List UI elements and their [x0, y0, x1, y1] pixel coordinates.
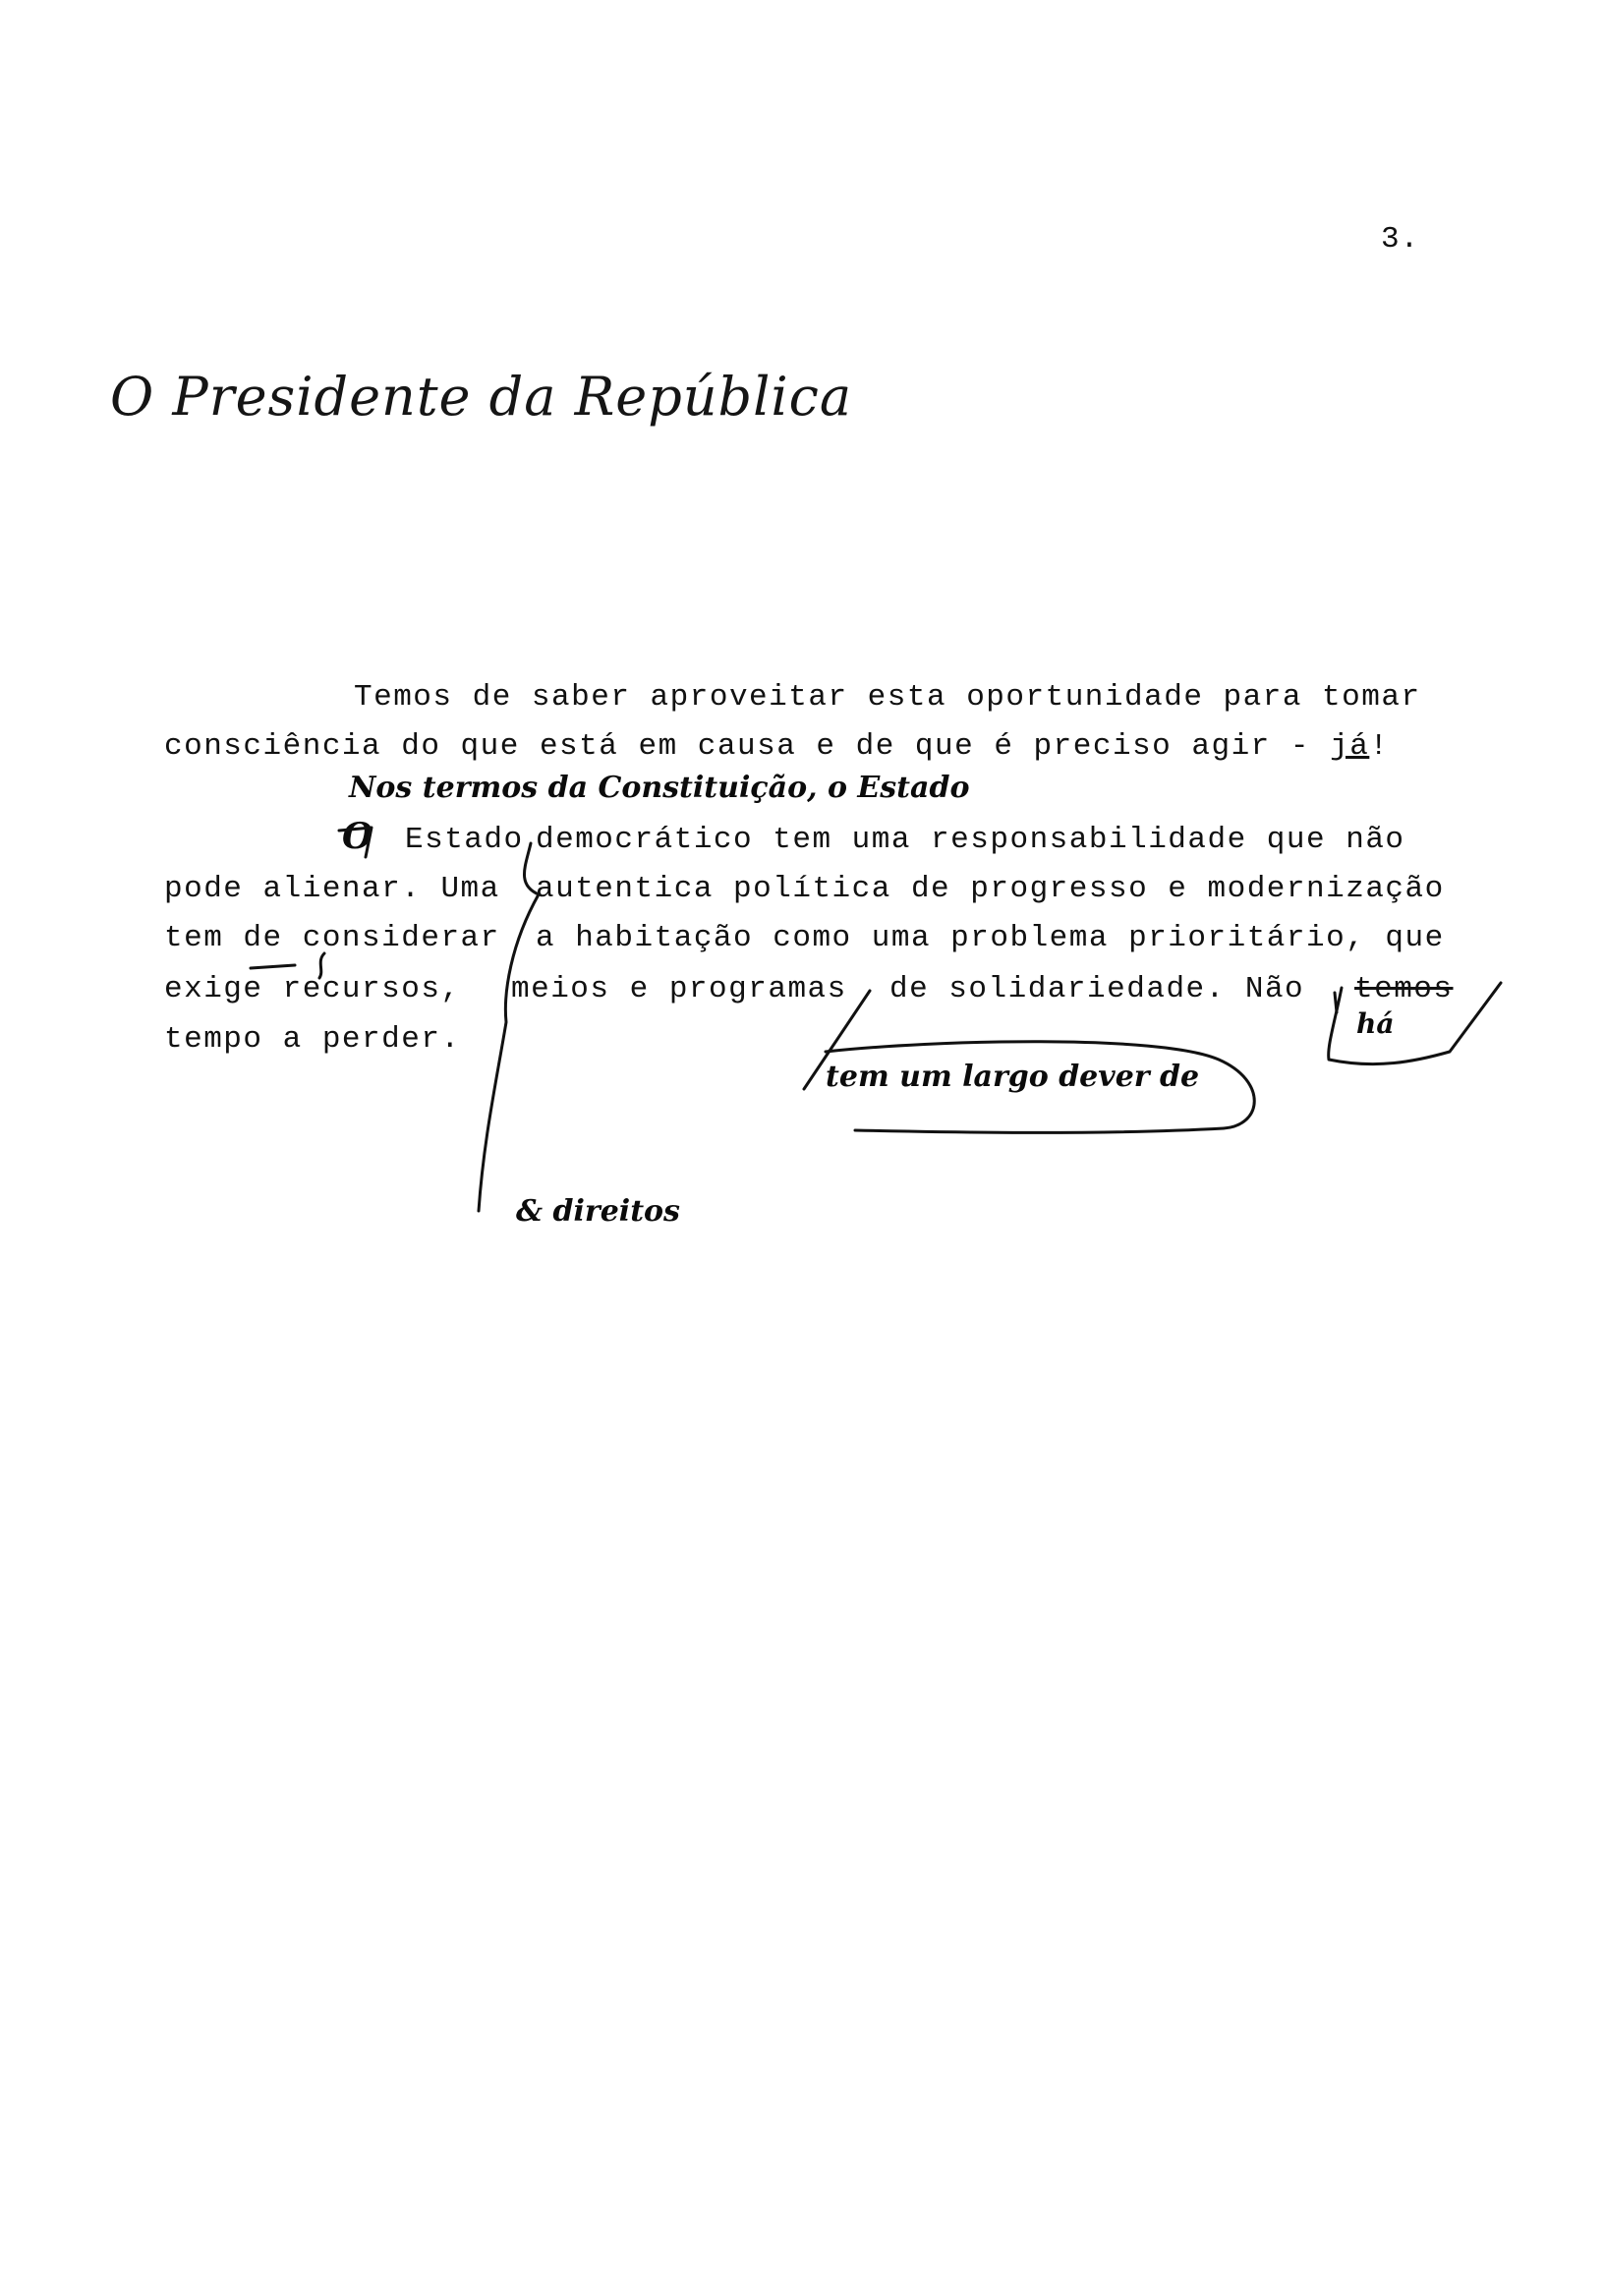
ha-bracket [1329, 983, 1501, 1064]
paragraph-2-line-4-middle: meios e programas [511, 972, 847, 1006]
paragraph-2-line-2-start: pode alienar. Uma [164, 872, 500, 906]
vertical-insertion-line [479, 843, 539, 1211]
page-number: 3. [1381, 222, 1420, 257]
letterhead: O Presidente da República [110, 366, 853, 428]
paragraph-1-line-1: Temos de saber aproveitar esta oportunidade para tomar [354, 680, 1421, 715]
handwritten-article-correction: O [342, 816, 373, 857]
paragraph-2-line-4-start: exige recursos, [164, 972, 461, 1006]
underlined-word: já [1330, 729, 1370, 764]
paragraph-2-line-3-start: tem de considerar [164, 921, 500, 955]
handwritten-insertion-top: Nos termos da Constituição, o Estado [349, 771, 970, 805]
handwritten-insertion-middle: tem um largo dever de [826, 1060, 1200, 1094]
exclamation: ! [1369, 729, 1390, 764]
programas-insertion-slash [804, 991, 870, 1089]
nao-caret [1335, 993, 1337, 1012]
paragraph-2-line-3-end: a habitação como uma problema prioritário, que [536, 921, 1445, 955]
paragraph-2-line-1-start: Estado [405, 823, 524, 857]
handwritten-insertion-bottom: & direitos [516, 1194, 680, 1229]
paragraph-2-line-5: tempo a perder. [164, 1022, 461, 1057]
de-underline [251, 965, 295, 968]
handwritten-ha: há [1356, 1007, 1395, 1040]
paragraph-2-line-4-end: de solidariedade. Não [889, 972, 1305, 1006]
p1-line-2-text: consciência do que está em causa e de que é preciso agir - [164, 729, 1331, 764]
middle-insertion-loop [826, 1042, 1254, 1133]
considerar-hook [319, 953, 324, 978]
article-strike-mark [339, 828, 372, 857]
paragraph-2-line-1-end: democrático tem uma responsabilidade que não [536, 823, 1405, 857]
struck-word: temos [1354, 972, 1454, 1006]
paragraph-2-line-2-end: autentica política de progresso e modernização [536, 872, 1445, 906]
